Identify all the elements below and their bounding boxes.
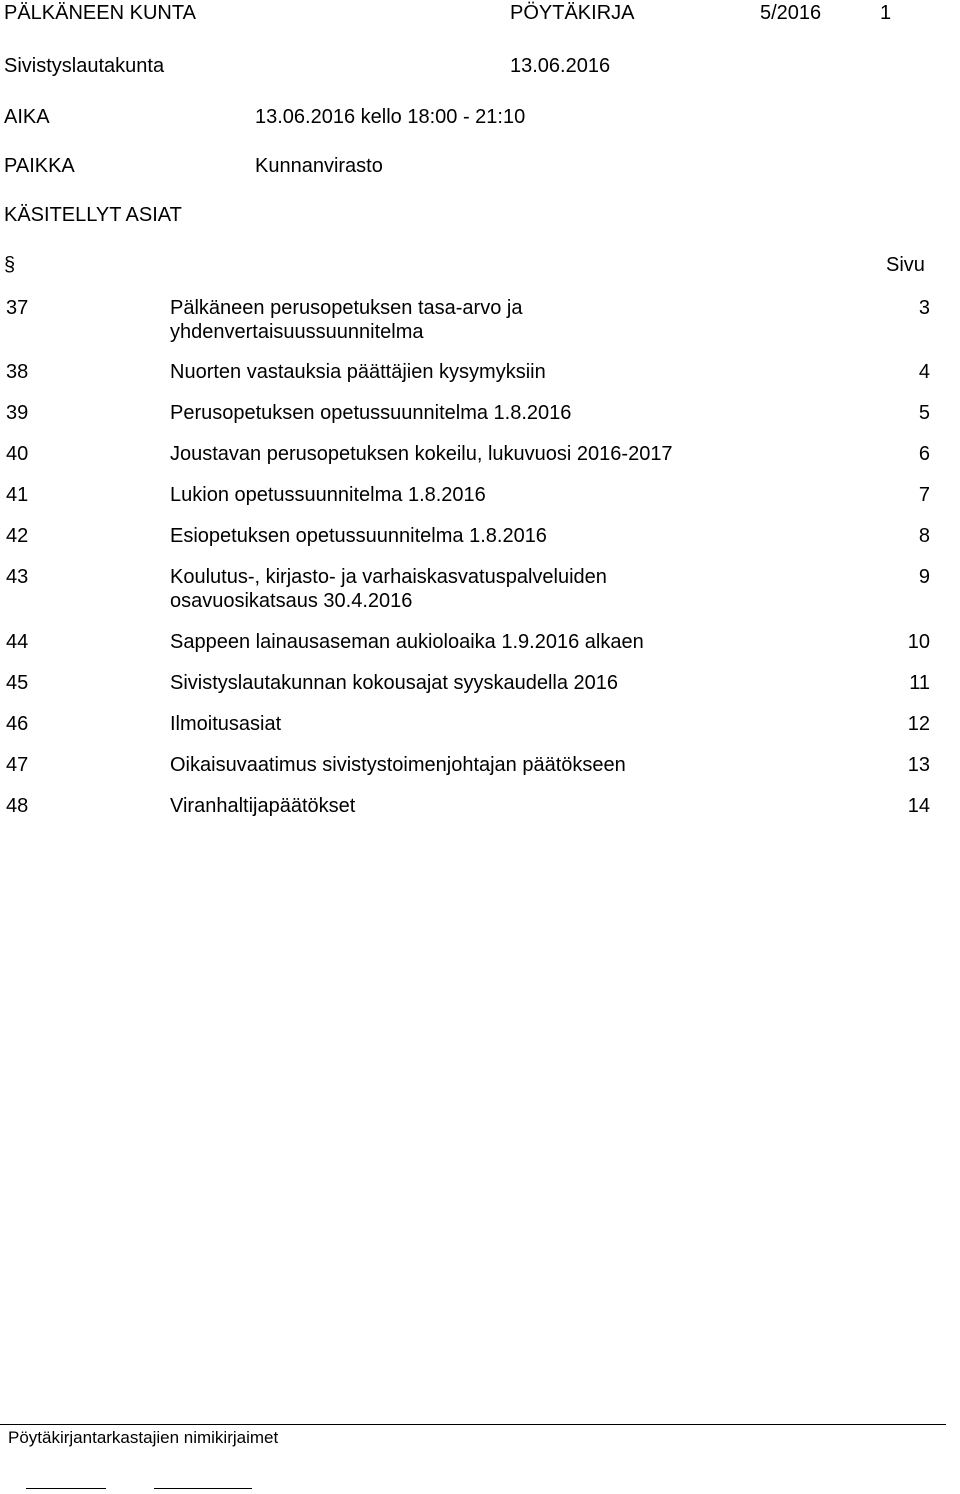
item-number: 41 [6,484,29,506]
item-number: 42 [6,525,29,547]
section-symbol: § [4,254,16,276]
item-number: 44 [6,631,29,653]
item-title: Nuorten vastauksia päättäjien kysymyksiin [170,361,546,383]
item-title: Pälkäneen perusopetuksen tasa-arvo ja yhdenvertaisuussuunnitelma [170,297,523,343]
item-number: 40 [6,443,29,465]
initials-line-2 [154,1488,252,1489]
agenda-heading: KÄSITELLYT ASIAT [4,204,182,226]
item-page: 14 [907,795,930,817]
item-page: 10 [907,631,930,653]
item-title: Sivistyslautakunnan kokousajat syyskaudella 2016 [170,672,619,694]
item-title: Lukion opetussuunnitelma 1.8.2016 [170,484,486,506]
item-title: Joustavan perusopetuksen kokeilu, lukuvuosi 2016-2017 [170,443,673,465]
page-column-label: Sivu [886,254,925,276]
item-number: 38 [6,361,29,383]
page-number: 1 [880,2,892,24]
item-page: 7 [918,484,930,506]
time-value: 13.06.2016 kello 18:00 - 21:10 [255,106,526,128]
item-title: Viranhaltijapäätökset [170,795,356,817]
time-label: AIKA [4,106,50,128]
item-page: 9 [918,566,930,588]
item-page: 13 [907,754,930,776]
item-page: 5 [918,402,930,424]
item-page: 11 [909,672,930,694]
initials-label: Pöytäkirjantarkastajien nimikirjaimet [8,1428,279,1447]
initials-line-1 [26,1488,106,1489]
item-title: Esiopetuksen opetussuunnitelma 1.8.2016 [170,525,547,547]
footer-divider [0,1424,946,1425]
item-number: 48 [6,795,29,817]
item-page: 12 [907,713,930,735]
item-number: 47 [6,754,29,776]
item-title: Koulutus-, kirjasto- ja varhaiskasvatuspalveluiden osavuosikatsaus 30.4.2016 [170,566,607,612]
item-number: 39 [6,402,29,424]
item-title: Oikaisuvaatimus sivistystoimenjohtajan päätökseen [170,754,626,776]
place-label: PAIKKA [4,155,75,177]
item-title: Ilmoitusasiat [170,713,282,735]
item-title: Sappeen lainausaseman aukioloaika 1.9.2016 alkaen [170,631,644,653]
item-title: Perusopetuksen opetussuunnitelma 1.8.2016 [170,402,572,424]
item-number: 46 [6,713,29,735]
document-number: 5/2016 [760,2,822,24]
document-type: PÖYTÄKIRJA [510,2,635,24]
meeting-date: 13.06.2016 [510,55,611,77]
item-number: 43 [6,566,29,588]
place-value: Kunnanvirasto [255,155,383,177]
municipality-name: PÄLKÄNEEN KUNTA [4,2,196,24]
item-page: 4 [918,361,930,383]
item-page: 8 [918,525,930,547]
item-number: 37 [6,297,29,319]
item-page: 3 [918,297,930,319]
item-page: 6 [918,443,930,465]
item-number: 45 [6,672,29,694]
board-name: Sivistyslautakunta [4,55,165,77]
